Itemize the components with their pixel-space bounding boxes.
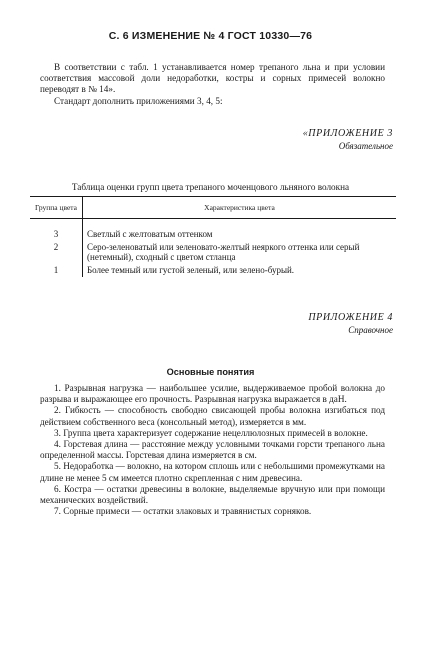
table-cell-description: Светлый с желтоватым оттенком — [83, 219, 397, 241]
table-cell-group: 3 — [53, 229, 59, 239]
column-header-description: Характеристика цвета — [83, 197, 397, 219]
intro-paragraph: Стандарт дополнить приложениями 3, 4, 5: — [54, 95, 223, 106]
definitions-list — [40, 383, 385, 517]
color-group-table — [30, 196, 396, 277]
table-title: Таблица оценки групп цвета трепаного моченцового льняного волокна — [71, 182, 350, 192]
definition-item: 3. Группа цвета характеризует содержание нецеллюлозных примесей в волокне. — [54, 427, 368, 438]
table-header-row — [30, 197, 396, 219]
table-row — [30, 264, 396, 278]
definition-item: 4. Горстевая длина — расстояние между условными точками горсти трепаного льна определенной массы. Горстевая длина измеряется в см. — [40, 439, 385, 461]
appendix-3-subtitle: Обязательное — [338, 141, 393, 151]
column-header-group: Группа цвета — [34, 203, 78, 212]
table-row — [30, 241, 396, 264]
definition-item: 2. Гибкость — способность свободно свисающей пробы волокна изгибаться под действием собственного веса (консольный метод), измеряется в мм. — [40, 405, 385, 427]
table-cell-description: Более темный или густой зеленый, или зелено-бурый. — [83, 264, 397, 278]
table-cell-group: 1 — [53, 264, 59, 275]
definition-item: 6. Костра — остатки древесины в волокне, выделяемые вручную или при помощи механических воздействий. — [40, 483, 385, 506]
appendix-3-heading — [303, 127, 393, 153]
appendix-4-heading — [308, 311, 393, 337]
appendix-3-title: «ПРИЛОЖЕНИЕ 3 — [302, 128, 393, 139]
table-row — [30, 219, 396, 241]
page-header: С. 6 ИЗМЕНЕНИЕ № 4 ГОСТ 10330—76 — [108, 30, 313, 42]
appendix-4-subtitle: Справочное — [348, 325, 393, 335]
appendix-4-title: ПРИЛОЖЕНИЕ 4 — [308, 312, 393, 323]
table-cell-description: Серо-зеленоватый или зеленовато-желтый неяркого оттенка или серый (нетемный), сходный с цветом стланца — [83, 241, 397, 264]
definition-item: 7. Сорные примеси — остатки злаковых и травянистых сорняков. — [54, 506, 312, 517]
intro-paragraph: В соответствии с табл. 1 устанавливается номер трепаного льна и при условии соответствия массовой доли недоработки, костры и сорных примесей волокно переводят в № 14». — [40, 62, 385, 95]
table-cell-group: 2 — [53, 241, 59, 252]
intro-text — [40, 62, 385, 107]
section-title: Основные понятия — [166, 367, 255, 377]
definition-item: 1. Разрывная нагрузка — наибольшее усилие, выдерживаемое пробой волокна до разрыва и выражающее его прочность. Разрывная нагрузка выражается в даН. — [40, 383, 385, 405]
definition-item: 5. Недоработка — волокно, на котором сплошь или с небольшими промежутками на длине не менее 5 см имеется плотно скрепленная с ним древесина. — [40, 461, 385, 483]
